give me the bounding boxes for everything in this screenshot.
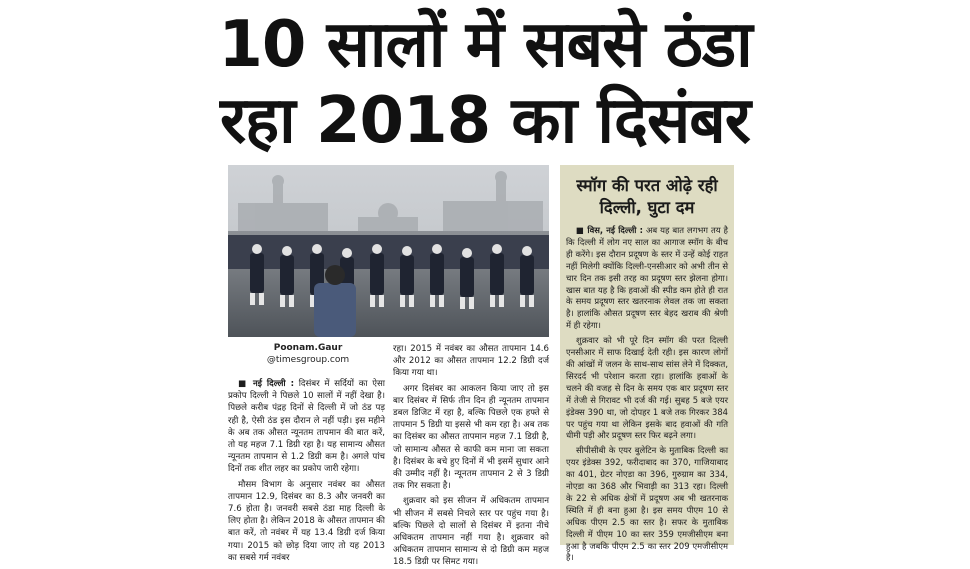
news-photo bbox=[228, 165, 549, 337]
parade-illustration bbox=[228, 165, 549, 337]
bullet-icon: ■ bbox=[238, 379, 253, 389]
headline-line-1: 10 सालों में सबसे ठंडा bbox=[218, 8, 752, 82]
sidebar-paragraph: ■ विस, नई दिल्ली : अब यह बात लगभग तय है कि दिल्ली में लोग नए साल का आगाज स्मॉग के बीच ही करेंगे। इस दौरान प्रदूषण के स्तर में उन्हें कोई राहत नहीं मिलेगी क्योंकि दिल्ली-एनसीआर को अभी तीन से चार दिन तक इसी तरह का प्रदूषण स्तर झेलना होगा। खास बात यह है कि हवाओं की स्पीड कम होते ही रात के समय प्रदूषण स्तर खतरनाक लेवल तक जा सकता है। हालांकि औसत प्रदूषण स्तर बेहद खराब की श्रेणी में ही रहेगा। bbox=[566, 225, 728, 331]
sidebar-dateline: विस, नई दिल्ली : bbox=[587, 225, 644, 235]
sidebar-title: स्मॉग की परत ओढ़े रही दिल्ली, घुटा दम bbox=[576, 176, 718, 217]
article-column-2 bbox=[393, 343, 549, 568]
photo-credit-name: Poonam.Gaur bbox=[273, 343, 343, 353]
photo-credit bbox=[228, 342, 388, 366]
article-paragraph: मौसम विभाग के अनुसार नवंबर का औसत तापमान 12.9, दिसंबर का 8.3 और जनवरी का 7.6 होता है। जनवरी सबसे ठंडा माह दिल्ली के लिए होता है। लेकिन 2018 के औसत तापमान की बात करें, तो नवंबर में यह 13.4 डिग्री दर्ज किया गया। 2015 को छोड़ दिया जाए तो यह 2013 का सबसे गर्म नवंबर bbox=[228, 479, 385, 563]
sidebar-paragraph: सीपीसीबी के एयर बुलेटिन के मुताबिक दिल्ली का एयर इंडेक्स 392, फरीदाबाद का 370, गाजियाबाद का 401, ग्रेटर नोएडा का 396, गुरुग्राम का 334, नोएडा का 368 और भिवाड़ी का 313 रहा। दिल्ली के 22 से अधिक क्षेत्रों में प्रदूषण अब भी खतरनाक स्थिति में ही बना हुआ है। इस समय पीएम 10 से अधिक पीएम 2.5 का स्तर है। सफर के मुताबिक दिल्ली में पीएम 10 का स्तर 359 एमजीसीएम बना हुआ है जबकि पीएम 2.5 का स्तर 209 एमजीसीएम है। bbox=[566, 445, 728, 563]
headline-line-2: रहा 2018 का दिसंबर bbox=[220, 84, 750, 158]
article-paragraph: अगर दिसंबर का आकलन किया जाए तो इस बार दिसंबर में सिर्फ तीन दिन ही न्यूनतम तापमान डबल डिजिट में रहा है, बल्कि पिछले एक हफ्ते से तापमान 5 डिग्री या इससे भी कम रहा है। अब तक का दिसंबर का औसत तापमान महज 7.1 डिग्री है, जो सामान्य औसत से काफी कम माना जा सकता है। दिसंबर के बचे हुए दिनों में भी इसमें सुधार आने की उम्मीद नहीं है। न्यूनतम तापमान 2 से 3 डिग्री तक गिर सकता है। bbox=[393, 383, 549, 492]
bullet-icon: ■ bbox=[576, 225, 588, 235]
sidebar-story bbox=[560, 165, 734, 563]
article-dateline: नई दिल्ली : bbox=[253, 379, 295, 389]
sidebar-body bbox=[560, 225, 734, 564]
sidebar-paragraph: शुक्रवार को भी पूरे दिन स्मॉग की परत दिल्ली एनसीआर में साफ दिखाई देती रही। इस कारण लोगों की आंखों में जलन के साथ-साथ सांस लेने में दिक्कत, सिरदर्द भी परेशान करता रहा। हालांकि हवाओं के चलने की वजह से दिन के समय एक बार प्रदूषण स्तर में तेजी से गिरावट भी दर्ज की गई। सुबह 5 बजे एयर इंडेक्स 390 था, जो दोपहर 1 बजे तक गिरकर 384 पर पहुंच गया था लेकिन इसके बाद हवाओं की गति धीमी पड़ी और प्रदूषण स्तर फिर बढ़ने लगा। bbox=[566, 335, 728, 441]
article-paragraph: ■ नई दिल्ली : दिसंबर में सर्दियों का ऐसा प्रकोप दिल्ली ने पिछले 10 सालों में नहीं देखा है। पिछले करीब पंद्रह दिनों से दिल्ली में जो ठंड पड़ रही है, ऐसी ठंड इस दौरान ले नहीं पड़ी। इस महीने के अब तक औसत न्यूनतम तापमान की बात करें, तो यह महज 7.1 डिग्री रहा है। यह सामान्य औसत न्यूनतम तापमान से 1.2 डिग्री कम है। अगले पांच दिनों तक शीत लहर का प्रकोप जारी रहेगा। bbox=[228, 379, 385, 475]
photo-credit-org: @timesgroup.com bbox=[266, 355, 350, 365]
article-paragraph: शुक्रवार को इस सीजन में अधिकतम तापमान भी सीजन में सबसे निचले स्तर पर पहुंच गया है। बल्कि पिछले दो सालों से दिसंबर में इतना नीचे अधिकतम तापमान नहीं गया है। शुक्रवार को अधिकतम तापमान सामान्य से दो डिग्री कम महज 18.5 डिग्री पर सिमट गया। bbox=[393, 496, 549, 568]
article-paragraph: रहा। 2015 में नवंबर का औसत तापमान 14.6 और 2012 का औसत तापमान 12.2 डिग्री दर्ज किया गया था। bbox=[393, 344, 549, 379]
article-column-1 bbox=[228, 378, 385, 563]
